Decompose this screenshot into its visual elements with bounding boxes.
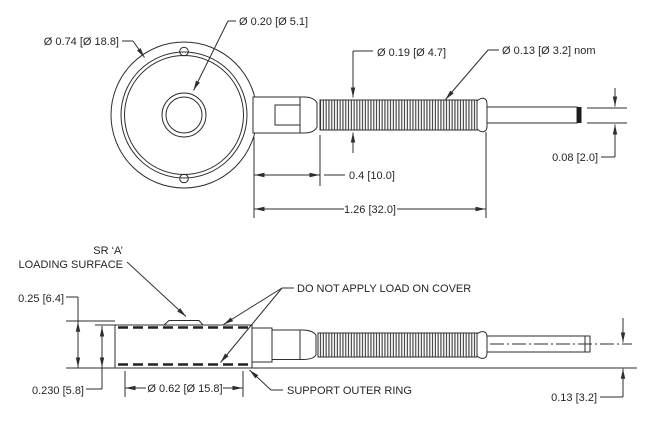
dim-cable-od-nominal bbox=[446, 45, 596, 100]
dim-body-height bbox=[32, 326, 102, 397]
flange-outline bbox=[111, 42, 257, 188]
dim-outer-diameter-label: Ø 0.74 [Ø 18.8] bbox=[43, 36, 119, 48]
dim-strain-relief-length-label: 0.4 [10.0] bbox=[349, 170, 395, 182]
dim-overall-length-label: 1.26 [32.0] bbox=[344, 204, 396, 216]
dim-cable-center-height bbox=[551, 318, 623, 404]
cable-break-bar bbox=[577, 107, 582, 123]
loading-surface-note bbox=[18, 245, 186, 317]
top-view bbox=[44, 16, 627, 218]
side-view bbox=[18, 245, 637, 404]
dim-cable-od bbox=[552, 88, 615, 164]
dim-overall-height-label: 0.25 [6.4] bbox=[18, 293, 64, 305]
dim-overall-length bbox=[255, 204, 486, 216]
cover-warning-label: DO NOT APPLY LOAD ON COVER bbox=[297, 283, 472, 295]
loading-button bbox=[164, 321, 203, 326]
dim-support-ring-diameter bbox=[125, 371, 243, 397]
loading-surface-label-line1: SR ‘A’ bbox=[93, 245, 123, 257]
strain-relief-housing bbox=[253, 97, 317, 133]
dim-outer-diameter bbox=[44, 36, 145, 58]
dim-overall-height bbox=[18, 293, 78, 368]
dim-cable-center-height-label: 0.13 [3.2] bbox=[551, 392, 597, 404]
dim-center-hole-label: Ø 0.20 [Ø 5.1] bbox=[239, 16, 309, 28]
sensor-body bbox=[115, 321, 252, 369]
spring-guard-flare-side bbox=[477, 332, 487, 359]
cable bbox=[487, 107, 627, 123]
spring-guard bbox=[320, 98, 487, 132]
cable-side bbox=[487, 336, 632, 352]
dim-cable-od-nom-label: Ø 0.13 [Ø 3.2] nom bbox=[502, 45, 596, 57]
dim-spring-od-label: Ø 0.19 [Ø 4.7] bbox=[377, 47, 447, 59]
dim-body-height-label: 0.230 [5.8] bbox=[32, 385, 84, 397]
dim-support-ring-diameter-label: Ø 0.62 [Ø 15.8] bbox=[147, 383, 223, 395]
strain-relief-housing-side bbox=[252, 328, 316, 362]
support-ring-note bbox=[250, 370, 412, 397]
dim-strain-relief-length bbox=[255, 170, 395, 182]
dim-center-hole bbox=[194, 16, 309, 91]
loading-surface-label-line2: LOADING SURFACE bbox=[18, 259, 123, 271]
dim-cable-od-label: 0.08 [2.0] bbox=[552, 152, 598, 164]
spring-guard-side bbox=[318, 332, 487, 359]
support-note-label: SUPPORT OUTER RING bbox=[287, 385, 412, 397]
spring-guard-flare bbox=[477, 98, 487, 132]
